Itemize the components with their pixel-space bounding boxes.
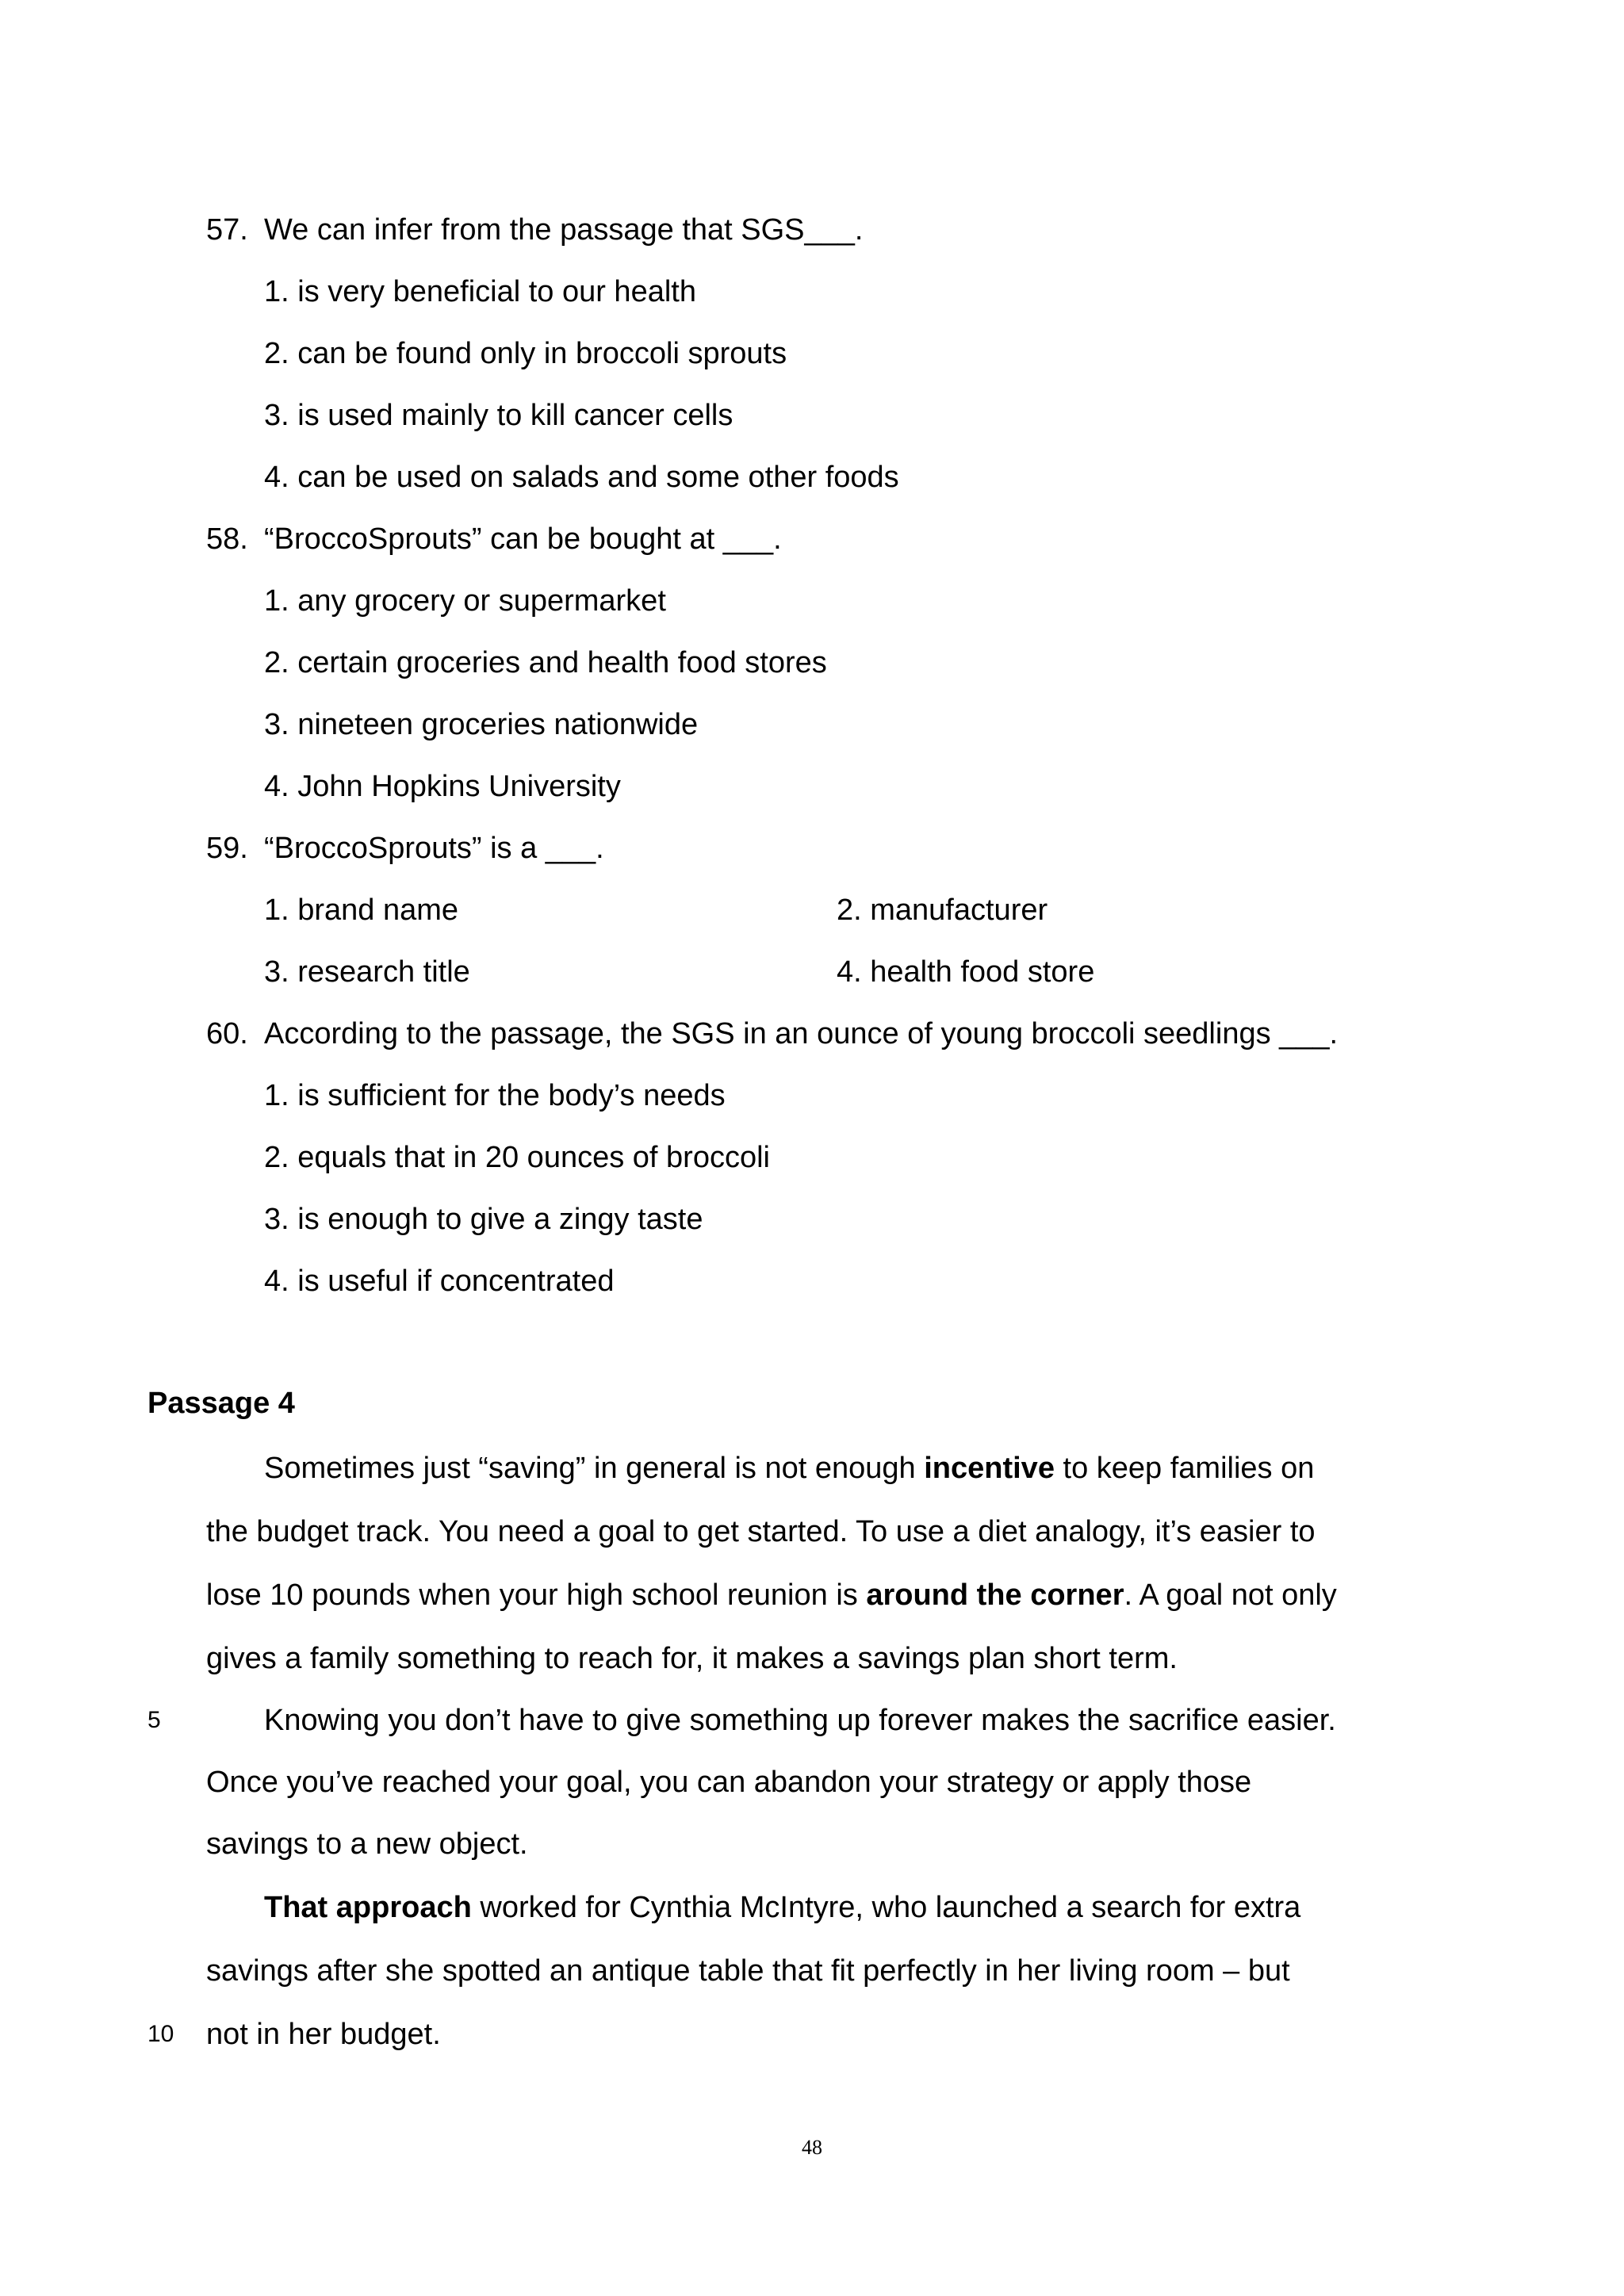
page-number: 48 <box>802 2136 822 2159</box>
passage-line-6 <box>206 1763 1251 1801</box>
passage-line-8-text-c: worked for Cynthia McIntyre, who launched a search for extra <box>471 1891 1301 1924</box>
passage-line-3-bold: around the corner <box>866 1578 1124 1612</box>
passage-line-5 <box>264 1701 1336 1739</box>
passage-line-9 <box>206 1952 1290 1990</box>
question-57-option-4: 4. can be used on salads and some other foods <box>264 461 899 494</box>
passage-line-1-text-c: to keep families on <box>1054 1452 1315 1485</box>
question-59-stem: “BroccoSprouts” is a ___. <box>264 832 604 865</box>
passage-line-8 <box>264 1888 1300 1927</box>
question-59-option-1: 1. brand name <box>264 894 459 927</box>
question-57-stem: We can infer from the passage that SGS___. <box>264 213 864 247</box>
passage-line-3-text-a: lose 10 pounds when your high school reunion is <box>206 1578 867 1612</box>
passage-line-10-text: not in her budget. <box>206 2018 441 2051</box>
question-58-option-4: 4. John Hopkins University <box>264 770 621 803</box>
question-60-option-2: 2. equals that in 20 ounces of broccoli <box>264 1141 770 1174</box>
question-58-stem: “BroccoSprouts” can be bought at ___. <box>264 522 782 556</box>
passage-heading: Passage 4 <box>147 1387 295 1420</box>
question-59-option-4: 4. health food store <box>837 955 1095 989</box>
question-57-option-1: 1. is very beneficial to our health <box>264 275 696 308</box>
passage-line-5-text: Knowing you don’t have to give something up forever makes the sacrifice easier. <box>264 1704 1336 1737</box>
passage-line-1-text-a: Sometimes just “saving” in general is not enough <box>264 1452 925 1485</box>
passage-line-2-text: the budget track. You need a goal to get started. To use a diet analogy, it’s easier to <box>206 1515 1316 1548</box>
question-57-option-2: 2. can be found only in broccoli sprouts <box>264 337 787 370</box>
passage-line-4-text: gives a family something to reach for, it makes a savings plan short term. <box>206 1642 1178 1675</box>
line-number-10: 10 <box>147 2021 174 2047</box>
question-60-stem: According to the passage, the SGS in an ounce of young broccoli seedlings ___. <box>264 1017 1339 1050</box>
passage-line-6-text: Once you’ve reached your goal, you can abandon your strategy or apply those <box>206 1766 1252 1799</box>
question-59-number: 59. <box>206 832 248 865</box>
question-57-number: 57. <box>206 213 248 247</box>
passage-line-1 <box>264 1449 1314 1487</box>
passage-line-4 <box>206 1640 1178 1678</box>
passage-line-9-text: savings after she spotted an antique table that fit perfectly in her living room – but <box>206 1954 1290 1988</box>
question-60-number: 60. <box>206 1017 248 1050</box>
question-59-option-2: 2. manufacturer <box>837 894 1048 927</box>
passage-line-1-bold: incentive <box>924 1452 1055 1485</box>
passage-line-2 <box>206 1513 1316 1551</box>
passage-line-7-text: savings to a new object. <box>206 1827 528 1861</box>
question-60-option-1: 1. is sufficient for the body’s needs <box>264 1079 726 1112</box>
passage-line-3 <box>206 1576 1337 1614</box>
passage-line-3-text-c: . A goal not only <box>1124 1578 1337 1612</box>
question-59-option-3: 3. research title <box>264 955 470 989</box>
question-58-option-2: 2. certain groceries and health food stores <box>264 646 827 679</box>
passage-line-7 <box>206 1825 528 1863</box>
question-58-option-1: 1. any grocery or supermarket <box>264 584 666 618</box>
question-57-option-3: 3. is used mainly to kill cancer cells <box>264 399 733 432</box>
question-58-number: 58. <box>206 522 248 556</box>
question-60-option-4: 4. is useful if concentrated <box>264 1265 615 1298</box>
question-60-option-3: 3. is enough to give a zingy taste <box>264 1203 703 1236</box>
passage-line-10 <box>206 2015 441 2053</box>
passage-line-8-bold: That approach <box>264 1891 472 1924</box>
line-number-5: 5 <box>147 1707 161 1733</box>
question-58-option-3: 3. nineteen groceries nationwide <box>264 708 699 741</box>
